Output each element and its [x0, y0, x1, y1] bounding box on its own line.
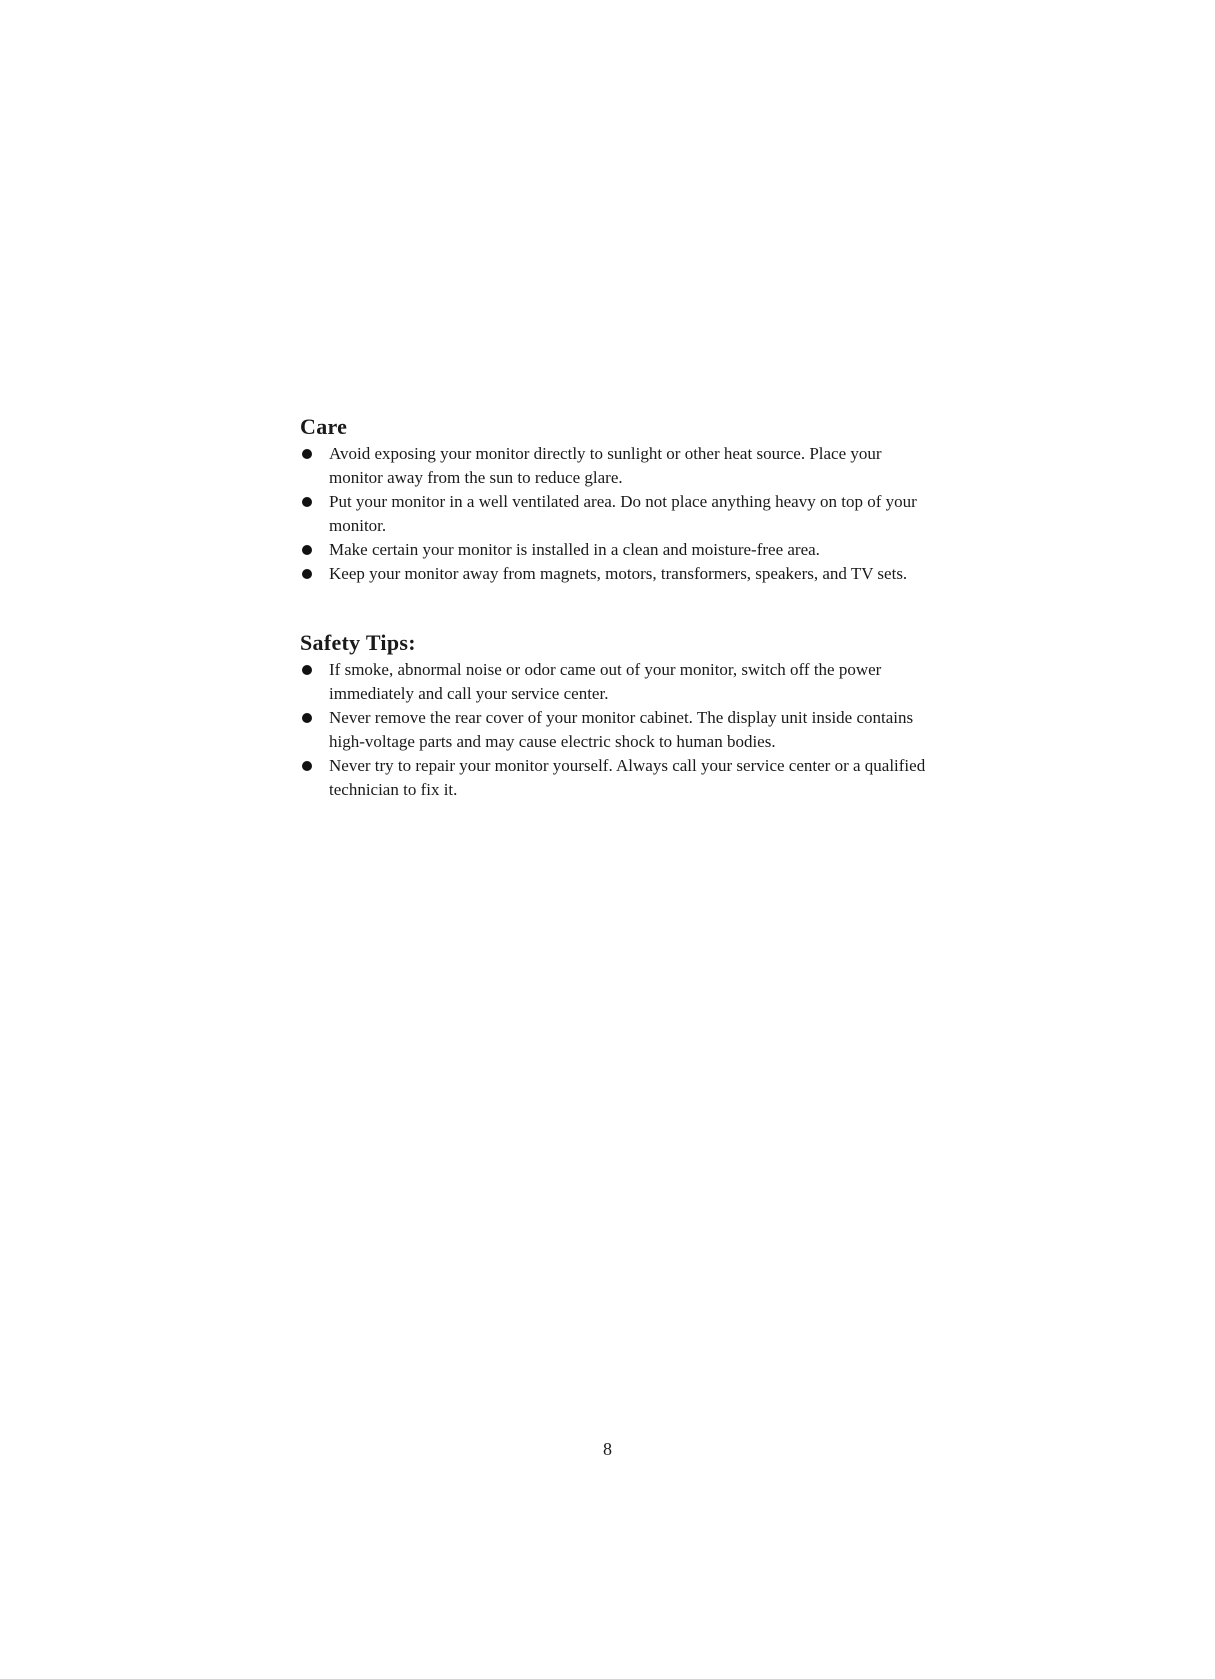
list-item	[300, 754, 939, 802]
list-item-text: Avoid exposing your monitor directly to sunlight or other heat source. Place your monitor away from the sun to reduce glare.	[329, 444, 882, 487]
safety-tips-section	[300, 630, 940, 802]
bullet-icon	[302, 713, 312, 723]
care-list	[300, 442, 940, 586]
list-item	[300, 442, 939, 490]
list-item	[300, 490, 939, 538]
list-item	[300, 538, 939, 562]
list-item-text: Keep your monitor away from magnets, motors, transformers, speakers, and TV sets.	[329, 564, 908, 583]
bullet-icon	[302, 761, 312, 771]
bullet-icon	[302, 449, 312, 459]
care-heading: Care	[300, 414, 348, 439]
bullet-icon	[302, 497, 312, 507]
safety-tips-heading: Safety Tips:	[300, 630, 416, 655]
list-item-text: Put your monitor in a well ventilated area. Do not place anything heavy on top of your monitor.	[329, 492, 917, 535]
bullet-icon	[302, 569, 312, 579]
list-item	[300, 658, 939, 706]
safety-tips-list	[300, 658, 940, 802]
list-item	[300, 562, 939, 586]
list-item-text: Make certain your monitor is installed in a clean and moisture-free area.	[329, 540, 820, 559]
care-section	[300, 414, 940, 586]
bullet-icon	[302, 665, 312, 675]
bullet-icon	[302, 545, 312, 555]
list-item-text: If smoke, abnormal noise or odor came out of your monitor, switch off the power immediately and call your service center.	[329, 660, 882, 703]
page-number: 8	[603, 1439, 612, 1459]
list-item-text: Never try to repair your monitor yourself. Always call your service center or a qualified technician to fix it.	[329, 756, 926, 799]
list-item	[300, 706, 939, 754]
list-item-text: Never remove the rear cover of your monitor cabinet. The display unit inside contains high-voltage parts and may cause electric shock to human bodies.	[329, 708, 914, 751]
